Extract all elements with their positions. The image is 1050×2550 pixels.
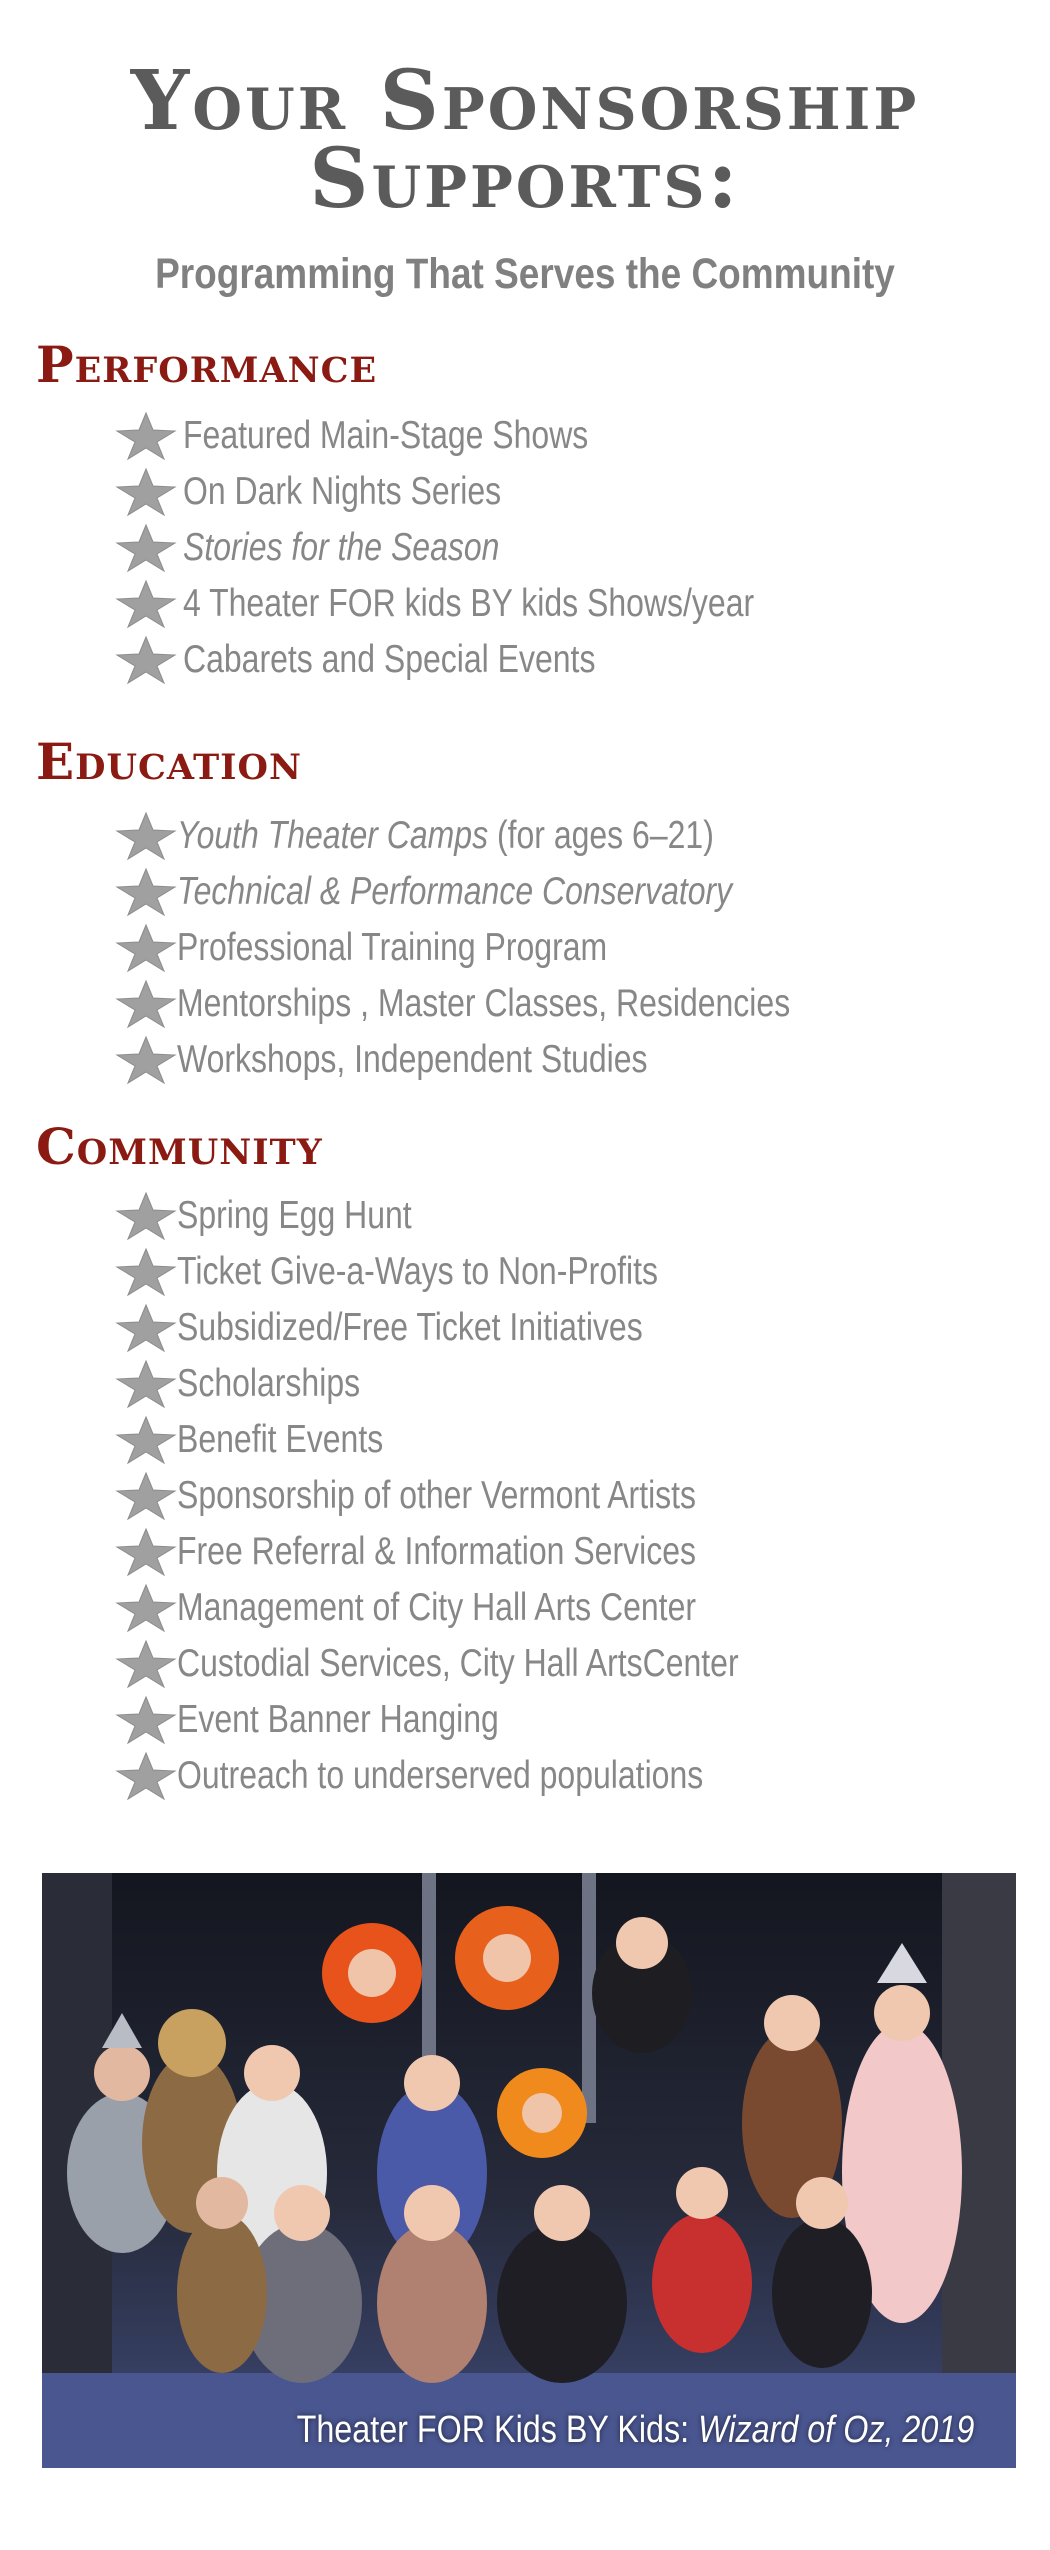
- list-item: [115, 1356, 862, 1412]
- list-item: [115, 1692, 862, 1748]
- list-item: [115, 1636, 862, 1692]
- performance-list: [115, 408, 880, 688]
- item-text: Outreach to underserved populations: [177, 1754, 704, 1797]
- list-item: [115, 1524, 862, 1580]
- cast-photo-illustration: [42, 1873, 1016, 2468]
- star-bullet-icon: [115, 1695, 177, 1745]
- title-line-1: Your Sponsorship: [130, 53, 920, 149]
- cast-photo: [42, 1873, 1016, 2468]
- list-item: [115, 920, 925, 976]
- section-heading-performance: Performance: [36, 335, 378, 394]
- star-bullet-icon: [115, 411, 177, 461]
- list-item: [115, 1468, 862, 1524]
- star-bullet-icon: [115, 1303, 177, 1353]
- item-text: Event Banner Hanging: [177, 1698, 499, 1741]
- star-bullet-icon: [115, 1471, 177, 1521]
- star-bullet-icon: [115, 579, 177, 629]
- item-text: Scholarships: [177, 1362, 361, 1405]
- list-item: [115, 1188, 862, 1244]
- community-list: [115, 1188, 862, 1804]
- item-text: 4 Theater FOR kids BY kids Shows/year: [183, 582, 755, 625]
- list-item: [115, 520, 880, 576]
- star-bullet-icon: [115, 867, 177, 917]
- star-bullet-icon: [115, 1527, 177, 1577]
- list-item: [115, 808, 925, 864]
- item-text: Management of City Hall Arts Center: [177, 1586, 697, 1629]
- item-text: Professional Training Program: [177, 926, 608, 969]
- list-item: [115, 864, 925, 920]
- star-bullet-icon: [115, 635, 177, 685]
- item-text: Ticket Give-a-Ways to Non-Profits: [177, 1250, 658, 1293]
- item-text: Technical & Performance Conservatory: [177, 870, 733, 913]
- star-bullet-icon: [115, 523, 177, 573]
- item-text: Subsidized/Free Ticket Initiatives: [177, 1306, 643, 1349]
- section-heading-community: Community: [36, 1117, 323, 1176]
- list-item: [115, 576, 880, 632]
- list-item: [115, 1580, 862, 1636]
- title-line-2: Supports:: [309, 131, 741, 227]
- list-item: [115, 464, 880, 520]
- star-bullet-icon: [115, 1751, 177, 1801]
- item-text: Benefit Events: [177, 1418, 384, 1461]
- star-bullet-icon: [115, 811, 177, 861]
- item-text-italic: Youth Theater Camps: [177, 814, 489, 857]
- item-text: Custodial Services, City Hall ArtsCenter: [177, 1642, 739, 1685]
- item-text: [177, 814, 714, 858]
- subtitle: Programming That Serves the Community: [155, 250, 895, 298]
- section-heading-education: Education: [36, 732, 302, 791]
- list-item: [115, 632, 880, 688]
- star-bullet-icon: [115, 1035, 177, 1085]
- item-text: Sponsorship of other Vermont Artists: [177, 1474, 697, 1517]
- page-title: [0, 53, 1050, 227]
- list-item: [115, 1748, 862, 1804]
- list-item: [115, 976, 925, 1032]
- item-text: Stories for the Season: [183, 526, 500, 569]
- list-item: [115, 1032, 925, 1088]
- photo-caption: [296, 2409, 974, 2452]
- item-text: Mentorships , Master Classes, Residencies: [177, 982, 791, 1025]
- caption-prefix: Theater FOR Kids BY Kids:: [296, 2409, 698, 2451]
- education-list: [115, 808, 925, 1088]
- list-item: [115, 1412, 862, 1468]
- item-text: Free Referral & Information Services: [177, 1530, 696, 1573]
- item-text: Cabarets and Special Events: [183, 638, 596, 681]
- item-text: Spring Egg Hunt: [177, 1194, 412, 1237]
- list-item: [115, 408, 880, 464]
- star-bullet-icon: [115, 1415, 177, 1465]
- star-bullet-icon: [115, 923, 177, 973]
- star-bullet-icon: [115, 1583, 177, 1633]
- item-text: On Dark Nights Series: [183, 470, 502, 513]
- item-text: Workshops, Independent Studies: [177, 1038, 648, 1081]
- item-text: Featured Main-Stage Shows: [183, 414, 589, 457]
- star-bullet-icon: [115, 1247, 177, 1297]
- list-item: [115, 1300, 862, 1356]
- star-bullet-icon: [115, 1359, 177, 1409]
- item-text-extra: (for ages 6–21): [488, 814, 714, 857]
- list-item: [115, 1244, 862, 1300]
- star-bullet-icon: [115, 467, 177, 517]
- star-bullet-icon: [115, 979, 177, 1029]
- star-bullet-icon: [115, 1639, 177, 1689]
- star-bullet-icon: [115, 1191, 177, 1241]
- caption-italic: Wizard of Oz, 2019: [697, 2409, 974, 2451]
